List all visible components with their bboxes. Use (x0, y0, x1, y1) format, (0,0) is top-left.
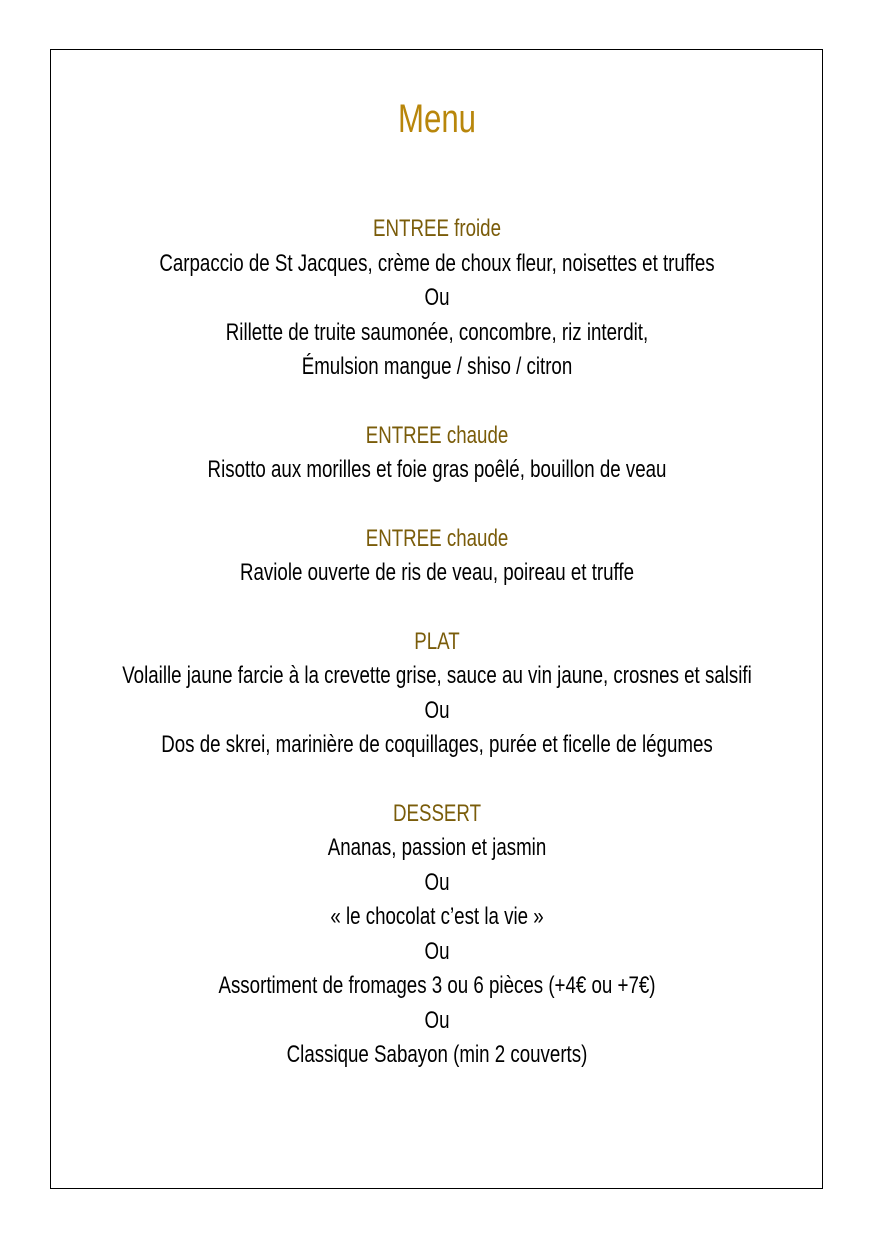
dish-line: Rillette de truite saumonée, concombre, riz interdit, (225, 318, 649, 346)
menu-sections (0, 212, 874, 1107)
section-dessert (0, 797, 874, 1073)
dish-line: Émulsion mangue / shiso / citron (301, 353, 573, 380)
separator-ou: Ou (424, 937, 450, 965)
section-heading: DESSERT (392, 799, 482, 827)
dish-line: Ananas, passion et jasmin (327, 834, 547, 861)
section-entree-froide (0, 212, 874, 385)
dish-line: Carpaccio de St Jacques, crème de choux fleur, noisettes et truffes (159, 249, 715, 277)
separator-ou: Ou (424, 284, 450, 311)
menu-title: Menu (397, 97, 477, 141)
separator-ou: Ou (424, 1006, 450, 1034)
section-entree-chaude-1 (0, 419, 874, 488)
dish-line: Classique Sabayon (min 2 couverts) (286, 1041, 588, 1068)
dish-line: Dos de skrei, marinière de coquillages, purée et ficelle de légumes (161, 731, 713, 758)
separator-ou: Ou (424, 868, 450, 896)
dish-line: Risotto aux morilles et foie gras poêlé, bouillon de veau (207, 456, 667, 483)
separator-ou: Ou (424, 696, 450, 724)
section-heading: ENTREE chaude (365, 524, 509, 552)
section-plat (0, 625, 874, 763)
section-entree-chaude-2 (0, 522, 874, 591)
dish-line: Assortiment de fromages 3 ou 6 pièces (+4€ ou +7€) (218, 972, 656, 999)
dish-line: Volaille jaune farcie à la crevette grise, sauce au vin jaune, crosnes et salsifi (122, 662, 752, 689)
dish-line: Raviole ouverte de ris de veau, poireau et truffe (239, 559, 635, 586)
section-heading: ENTREE froide (373, 215, 501, 242)
dish-line: « le chocolat c’est la vie » (330, 903, 544, 930)
section-heading: ENTREE chaude (365, 421, 509, 449)
section-heading: PLAT (414, 627, 460, 655)
